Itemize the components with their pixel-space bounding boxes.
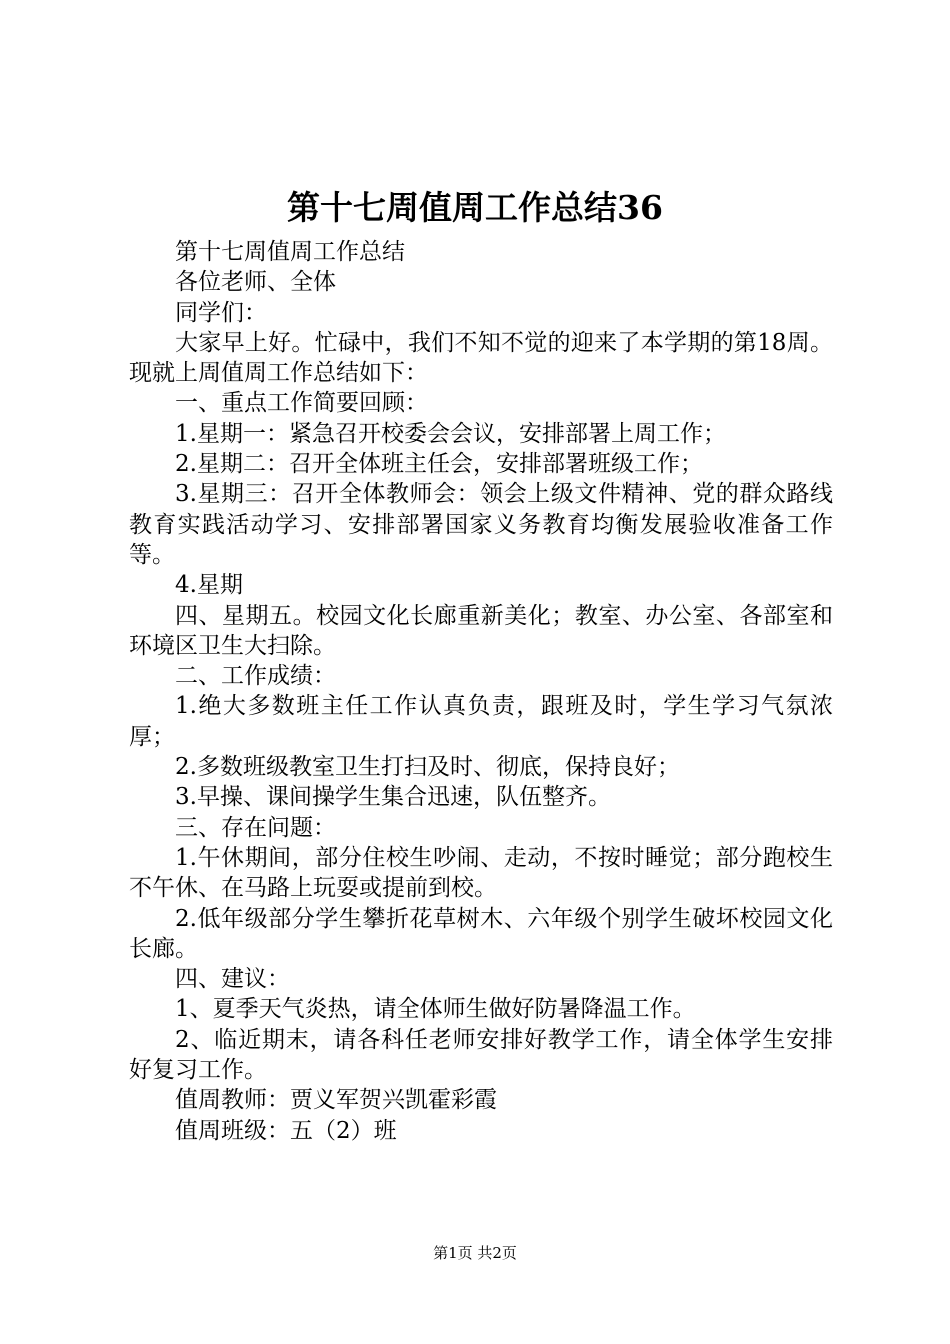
section-heading-2: 二、工作成绩： <box>175 663 336 690</box>
list-item: 2、临近期末，请各科任老师安排好教学工作，请全体学生安排好复习工作。 <box>129 1026 833 1084</box>
paragraph-greeting: 大家早上好。忙碌中，我们不知不觉的迎来了本学期的第18周。现就上周值周工作总结如下： <box>129 329 833 387</box>
section-heading-3: 三、存在问题： <box>175 814 336 841</box>
list-item: 3.早操、课间操学生集合迅速，队伍整齐。 <box>175 784 611 811</box>
section-heading-1: 一、重点工作简要回顾： <box>175 390 428 417</box>
section-heading-4: 四、建议： <box>175 966 290 993</box>
list-item: 四、星期五。校园文化长廊重新美化；教室、办公室、各部室和环境区卫生大扫除。 <box>129 602 833 659</box>
list-item: 2.低年级部分学生攀折花草树木、六年级个别学生破坏校园文化长廊。 <box>129 905 833 962</box>
list-item: 2.多数班级教室卫生打扫及时、彻底，保持良好； <box>175 754 680 781</box>
document-title: 第十七周值周工作总结36 <box>287 188 663 227</box>
duty-teachers: 值周教师：贾义军贺兴凯霍彩霞 <box>175 1087 497 1114</box>
duty-class: 值周班级：五（2）班 <box>175 1117 397 1144</box>
list-item: 2.星期二：召开全体班主任会，安排部署班级工作； <box>175 451 703 478</box>
page-footer: 第1页 共2页 <box>433 1244 517 1262</box>
list-item: 4.星期 <box>175 572 243 599</box>
paragraph-heading: 第十七周值周工作总结 <box>175 239 405 265</box>
paragraph-salutation-2: 同学们： <box>175 299 267 326</box>
list-item: 1.绝大多数班主任工作认真负责，跟班及时，学生学习气氛浓厚； <box>129 693 833 750</box>
document-body <box>129 237 833 1146</box>
list-item: 1、夏季天气炎热，请全体师生做好防暑降温工作。 <box>175 996 696 1023</box>
list-item: 1.星期一：紧急召开校委会会议，安排部署上周工作； <box>175 420 726 447</box>
list-item: 1.午休期间，部分住校生吵闹、走动，不按时睡觉；部分跑校生不午休、在马路上玩耍或提前到校。 <box>129 844 833 902</box>
list-item: 3.星期三：召开全体教师会：领会上级文件精神、党的群众路线教育实践活动学习、安排部署国家义务教育均衡发展验收准备工作等。 <box>129 481 833 568</box>
paragraph-salutation-1: 各位老师、全体 <box>175 269 336 296</box>
